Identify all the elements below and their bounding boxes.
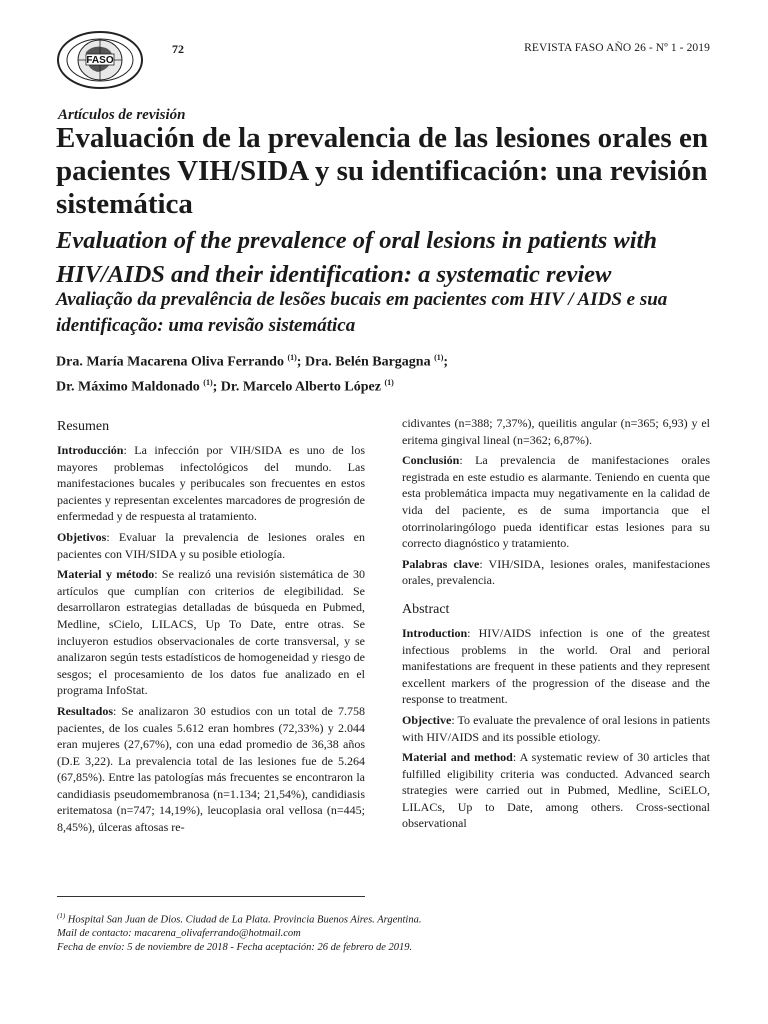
footnote-divider [57,896,365,897]
paragraph-label: Objetivos [57,529,107,544]
footnote-sup: (1) [57,912,66,920]
section-label: Artículos de revisión [58,107,186,123]
paragraph-label: Introducción [57,443,124,457]
abstract-objective [402,712,710,745]
author-sep: ; [212,379,221,395]
author-sup: (1) [384,377,394,387]
paragraph-label: Material and method [402,750,513,765]
paragraph-text: : To evaluate the prevalence of oral lesions in patients with HIV/AIDS and its possible etiology. [402,712,710,744]
author-sep: ; [296,354,305,370]
abstract-material [402,749,710,832]
resumen-objetivos [57,529,365,562]
resumen-resultados [57,703,365,836]
paragraph-text: : La prevalencia de manifestaciones orales registrada en este estudio es alarmante. Teniendo en cuenta que esta problemática impacta muy negativamente en la calidad de vida del paciente, es de suma importancia que el otorrinolaringólogo pueda identificar estas lesiones para su correcto diagnóstico y tratamiento. [402,453,710,551]
abstract-heading: Abstract [402,601,450,617]
author-name: Dr. Máximo Maldonado [56,379,200,395]
resumen-palabras-clave [402,556,710,589]
faso-globe-logo-icon [56,30,144,90]
paragraph-text: : Evaluar la prevalencia de lesiones orales en pacientes con VIH/SIDA y su posible etiología. [57,529,365,561]
resumen-resultados-cont: cidivantes (n=388; 7,37%), queilitis angular (n=365; 6,93) y el eritema gingival lineal (n=362; 6,87%). [402,416,710,447]
author-name: Dra. Belén Bargagna [304,354,431,370]
footnote-contact: Mail de contacto: macarena_olivaferrando@hotmail.com [57,928,301,939]
title-portuguese: Avaliação da prevalência de lesões bucais em pacientes com HIV / AIDS e sua identificação: uma revisão sistemática [56,289,668,336]
resumen-introduccion [57,442,365,525]
page-number: 72 [172,42,184,56]
paragraph-text: : VIH/SIDA, lesiones orales, manifestaciones orales, prevalencia. [402,556,710,588]
footnotes [57,910,717,954]
authors [56,348,726,397]
paragraph-text: : A systematic review of 30 articles that fulfilled eligibility criteria was conducted. Advanced search strategies were carried out in Pubmed, Medline, SciELO, LILACs, Up to Date, among others. Cross-sectional observational [402,750,711,831]
author-name: Dra. María Macarena Oliva Ferrando [56,354,284,370]
resumen-conclusion [402,452,710,552]
footnote-dates: Fecha de envío: 5 de noviembre de 2018 - Fecha aceptación: 26 de febrero de 2019. [57,941,413,953]
author-sup: (1) [434,353,444,362]
paragraph-text: : HIV/AIDS infection is one of the greatest infectious problems in the world. Oral and perioral manifestations are frequent in these patients and they represent excellent markers of the progression of the disease and the response to treatment. [402,625,710,707]
paragraph-text: : La infección por VIH/SIDA es uno de los mayores problemas infectológicos del mundo. Las manifestaciones bucales y peribucales son frecuentes en estos pacientes y representan excelentes marcadores de progresión de enfermedad y de respuesta al tratamiento. [57,443,365,524]
right-column [402,415,710,836]
resumen-material [57,566,365,699]
author-name: Dr. Marcelo Alberto López [220,379,381,395]
footnote-affiliation [57,910,717,927]
logo-word: FASO [86,55,114,66]
footnote-affiliation-text: Hospital San Juan de Dios. Ciudad de La Plata. Provincia Buenos Aires. Argentina. [65,914,422,926]
author-sup: (1) [287,353,297,362]
journal-header: REVISTA FASO AÑO 26 - Nº 1 - 2019 [524,42,710,54]
abstract-introduction [402,625,710,708]
author-sep: ; [443,354,449,370]
paragraph-label: Material y método [57,567,155,582]
title-english: Evaluation of the prevalence of oral lesions in patients with HIV/AIDS and their identification: a systematic review [56,227,657,288]
paragraph-text: : Se analizaron 30 estudios con un total de 7.758 pacientes, de los cuales 5.612 eran hombres (72,33%) y 2.044 eran mujeres (27,67%), con una edad promedio de 36,38 años (D.E 3,22). La prevalencia total de las lesiones fue de 5.264 (67,85%). Entre las patologías más frecuentes se encontraron la candidiasis pseudomembranosa (n=1.134; 21,54%), candidiasis eritematosa (n=747; 14,19%), leucoplasia oral vellosa (n=445; 8,45%), úlceras aftosas re- [57,703,365,835]
paragraph-label: Introduction [402,625,468,640]
paragraph-label: Objective [402,712,452,727]
left-column [57,418,365,840]
faso-logo [56,30,144,90]
resumen-heading: Resumen [57,419,110,434]
paragraph-text: : Se realizó una revisión sistemática de 30 artículos que cumplían con criterios de elegibilidad. Se desarrollaron estrategias detalladas de búsqueda en Pubmed, Medline, sCielo, LILACS, Up To Date, entre otras. Se incluyeron estudios observacionales de corte transversal, y se analizaron según tests estadísticos de homogeneidad y riesgo de sesgos; el procesamiento de los datos fue analizado en el programa InfoStat. [57,567,365,698]
paragraph-label: Resultados [57,703,114,718]
paragraph-label: Conclusión [402,453,460,468]
paragraph-label: Palabras clave [402,556,480,571]
author-sup: (1) [203,377,213,387]
title-spanish: Evaluación de la prevalencia de las lesiones orales en pacientes VIH/SIDA y su identificación: una revisión sistemática [56,122,708,220]
